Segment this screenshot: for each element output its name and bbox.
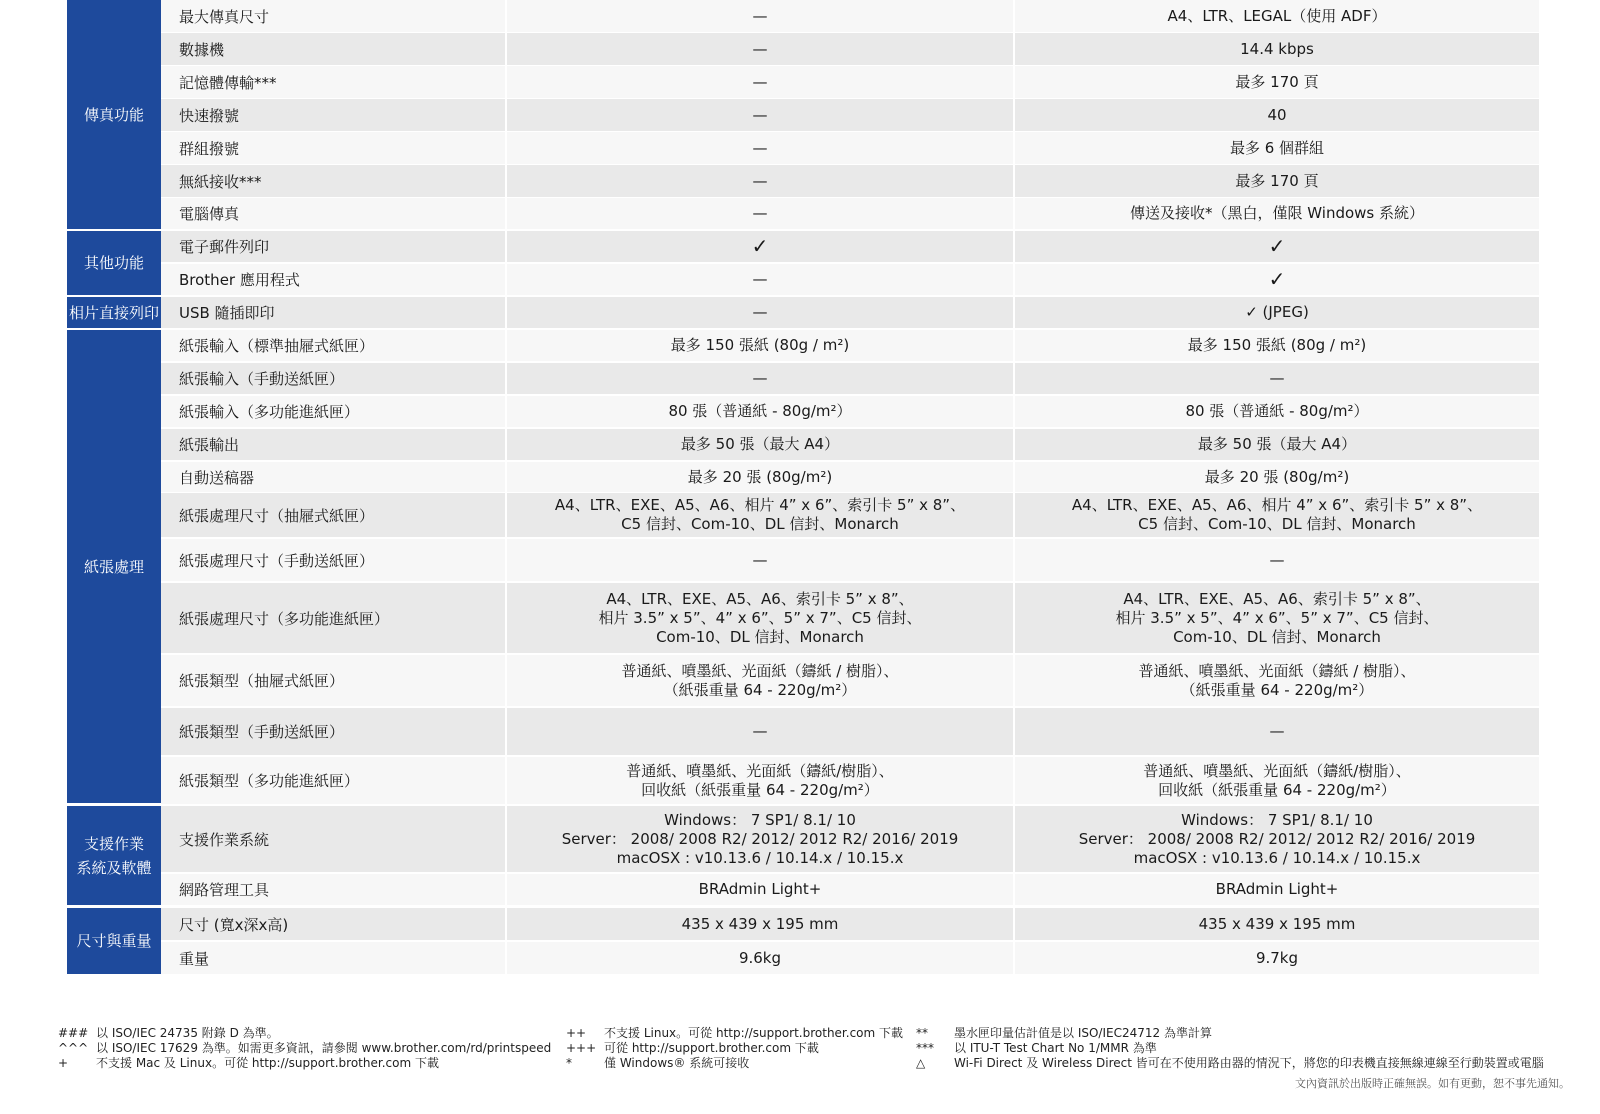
- spec-value-model-1: —: [507, 539, 1013, 581]
- spec-value-model-1: —: [507, 363, 1013, 394]
- category-other: 其他功能: [67, 231, 161, 295]
- spec-value-model-2: A4、LTR、EXE、A5、A6、相片 4” x 6”、索引卡 5” x 8”、 C5 信封、Com-10、DL 信封、Monarch: [1015, 493, 1539, 537]
- spec-value-model-2: —: [1015, 363, 1539, 394]
- spec-row: [161, 66, 1539, 98]
- footnote-text: 以 ISO/IEC 24735 附錄 D 為準。: [96, 1026, 279, 1040]
- spec-value-model-1: 普通紙、噴墨紙、光面紙（鑄紙 / 樹脂）、 （紙張重量 64 - 220g/m²）: [507, 655, 1013, 706]
- category-os: 支援作業 系統及軟體: [67, 806, 161, 905]
- footnote-text: 可從 http://support.brother.com 下載: [604, 1041, 819, 1055]
- spec-label: 電腦傳真: [161, 198, 505, 229]
- footnote-text: 以 ISO/IEC 17629 為準。如需更多資訊，請參閱 www.brother.com/rd/printspeed: [96, 1041, 552, 1055]
- spec-label: 紙張處理尺寸（手動送紙匣）: [161, 539, 505, 581]
- spec-label: 重量: [161, 942, 505, 974]
- spec-value-model-1: 9.6kg: [507, 942, 1013, 974]
- footnote: [566, 1041, 903, 1056]
- spec-row: [161, 330, 1539, 361]
- spec-value-model-2: Windows： 7 SP1/ 8.1/ 10 Server： 2008/ 2008 R2/ 2012/ 2012 R2/ 2016/ 2019 macOSX : v10.13.6 / 10.14.x / 10.15.x: [1015, 806, 1539, 872]
- spec-value-model-1: 最多 20 張 (80g/m²): [507, 462, 1013, 492]
- spec-label: 無紙接收***: [161, 165, 505, 197]
- footnotes-col1: [58, 1026, 551, 1071]
- footnote-symbol: ++: [566, 1026, 587, 1040]
- spec-value-model-1: —: [507, 99, 1013, 131]
- footnotes-col2: [566, 1026, 903, 1071]
- spec-label: 記憶體傳輸***: [161, 66, 505, 98]
- spec-value-model-2: ✓: [1015, 231, 1539, 262]
- spec-label: 紙張類型（多功能進紙匣）: [161, 757, 505, 804]
- spec-row: [161, 363, 1539, 394]
- spec-value-model-2: BRAdmin Light+: [1015, 874, 1539, 905]
- spec-value-model-1: 普通紙、噴墨紙、光面紙（鑄紙/樹脂）、 回收紙（紙張重量 64 - 220g/m²）: [507, 757, 1013, 804]
- spec-value-model-2: ✓ (JPEG): [1015, 297, 1539, 328]
- spec-label: Brother 應用程式: [161, 264, 505, 295]
- spec-label: 支援作業系統: [161, 806, 505, 872]
- spec-value-model-2: 最多 170 頁: [1015, 165, 1539, 197]
- spec-row: [161, 0, 1539, 32]
- footnote: [58, 1026, 551, 1041]
- spec-row: [161, 539, 1539, 581]
- spec-value-model-2: 最多 150 張紙 (80g / m²): [1015, 330, 1539, 361]
- category-fax: 傳真功能: [67, 0, 161, 229]
- spec-value-model-1: 最多 150 張紙 (80g / m²): [507, 330, 1013, 361]
- footnote-text: 墨水匣印量估計值是以 ISO/IEC24712 為準計算: [954, 1026, 1212, 1040]
- spec-label: 數據機: [161, 33, 505, 65]
- spec-value-model-1: —: [507, 66, 1013, 98]
- spec-value-model-2: 傳送及接收*（黑白，僅限 Windows 系統）: [1015, 198, 1539, 229]
- spec-label: 自動送稿器: [161, 462, 505, 492]
- spec-value-model-1: —: [507, 198, 1013, 229]
- spec-row: [161, 132, 1539, 164]
- spec-label: 紙張輸入（手動送紙匣）: [161, 363, 505, 394]
- spec-row: [161, 99, 1539, 131]
- spec-row: [161, 462, 1539, 492]
- spec-value-model-2: A4、LTR、LEGAL（使用 ADF）: [1015, 0, 1539, 32]
- footnote-symbol: +: [58, 1056, 69, 1070]
- footnote: [58, 1041, 551, 1056]
- footnote-symbol: ###: [58, 1026, 89, 1040]
- spec-value-model-2: 9.7kg: [1015, 942, 1539, 974]
- spec-label: 群組撥號: [161, 132, 505, 164]
- spec-value-model-1: —: [507, 33, 1013, 65]
- footnote-symbol: **: [916, 1026, 928, 1040]
- spec-value-model-1: A4、LTR、EXE、A5、A6、相片 4” x 6”、索引卡 5” x 8”、 C5 信封、Com-10、DL 信封、Monarch: [507, 493, 1013, 537]
- spec-row: [161, 942, 1539, 974]
- footnote: [566, 1056, 903, 1071]
- spec-label: 紙張輸出: [161, 429, 505, 460]
- spec-value-model-2: A4、LTR、EXE、A5、A6、索引卡 5” x 8”、 相片 3.5” x 5”、4” x 6”、5” x 7”、C5 信封、 Com-10、DL 信封、Monarch: [1015, 583, 1539, 653]
- spec-label: USB 隨插即印: [161, 297, 505, 328]
- spec-row: [161, 583, 1539, 653]
- spec-row: [161, 806, 1539, 872]
- spec-value-model-1: —: [507, 297, 1013, 328]
- footnote-text: 以 ITU-T Test Chart No 1/MMR 為準: [954, 1041, 1157, 1055]
- spec-label: 紙張輸入（多功能進紙匣）: [161, 396, 505, 427]
- footnote-text: 僅 Windows® 系統可接收: [604, 1056, 750, 1070]
- spec-value-model-1: 80 張（普通紙 - 80g/m²）: [507, 396, 1013, 427]
- spec-label: 尺寸 (寬x深x高): [161, 908, 505, 940]
- category-size: 尺寸與重量: [67, 908, 161, 974]
- disclaimer: 文內資訊於出版時正確無誤。如有更動，恕不事先通知。: [1295, 1077, 1570, 1090]
- footnotes: [58, 1026, 1578, 1114]
- spec-value-model-2: 最多 50 張（最大 A4）: [1015, 429, 1539, 460]
- spec-value-model-2: 40: [1015, 99, 1539, 131]
- category-photo: 相片直接列印: [67, 297, 161, 328]
- spec-value-model-2: 普通紙、噴墨紙、光面紙（鑄紙/樹脂）、 回收紙（紙張重量 64 - 220g/m²）: [1015, 757, 1539, 804]
- spec-row: [161, 231, 1539, 262]
- spec-row: [161, 429, 1539, 460]
- footnote-symbol: +++: [566, 1041, 597, 1055]
- spec-row: [161, 708, 1539, 755]
- spec-label: 紙張類型（手動送紙匣）: [161, 708, 505, 755]
- footnote: [58, 1056, 551, 1071]
- spec-value-model-1: Windows： 7 SP1/ 8.1/ 10 Server： 2008/ 2008 R2/ 2012/ 2012 R2/ 2016/ 2019 macOSX : v10.13.6 / 10.14.x / 10.15.x: [507, 806, 1013, 872]
- category-paper: 紙張處理: [67, 330, 161, 803]
- footnote-text: 不支援 Mac 及 Linux。可從 http://support.brother.com 下載: [96, 1056, 439, 1070]
- spec-row: [161, 264, 1539, 295]
- spec-row: [161, 874, 1539, 905]
- footnote: [916, 1056, 1544, 1071]
- spec-value-model-2: 最多 20 張 (80g/m²): [1015, 462, 1539, 492]
- spec-value-model-1: —: [507, 708, 1013, 755]
- spec-value-model-1: A4、LTR、EXE、A5、A6、索引卡 5” x 8”、 相片 3.5” x 5”、4” x 6”、5” x 7”、C5 信封、 Com-10、DL 信封、Monarch: [507, 583, 1013, 653]
- spec-label: 最大傳真尺寸: [161, 0, 505, 32]
- spec-value-model-1: 435 x 439 x 195 mm: [507, 908, 1013, 940]
- spec-value-model-1: —: [507, 0, 1013, 32]
- spec-value-model-2: 最多 6 個群組: [1015, 132, 1539, 164]
- spec-value-model-1: ✓: [507, 231, 1013, 262]
- spec-row: [161, 493, 1539, 537]
- spec-label: 紙張處理尺寸（多功能進紙匣）: [161, 583, 505, 653]
- footnotes-col3: [916, 1026, 1544, 1071]
- spec-label: 網路管理工具: [161, 874, 505, 905]
- footnote-symbol: *: [566, 1056, 572, 1070]
- spec-row: [161, 908, 1539, 940]
- spec-label: 紙張類型（抽屜式紙匣）: [161, 655, 505, 706]
- spec-value-model-2: 435 x 439 x 195 mm: [1015, 908, 1539, 940]
- spec-row: [161, 33, 1539, 65]
- spec-value-model-2: —: [1015, 539, 1539, 581]
- footnote: [916, 1026, 1544, 1041]
- footnote-symbol: △: [916, 1056, 926, 1070]
- spec-value-model-2: 80 張（普通紙 - 80g/m²）: [1015, 396, 1539, 427]
- footnote-text: 不支援 Linux。可從 http://support.brother.com 下載: [604, 1026, 904, 1040]
- spec-value-model-1: 最多 50 張（最大 A4）: [507, 429, 1013, 460]
- spec-row: [161, 757, 1539, 804]
- footnote-symbol: ***: [916, 1041, 934, 1055]
- spec-label: 紙張處理尺寸（抽屜式紙匣）: [161, 493, 505, 537]
- spec-value-model-2: 最多 170 頁: [1015, 66, 1539, 98]
- spec-value-model-2: —: [1015, 708, 1539, 755]
- footnote: [916, 1041, 1544, 1056]
- footnote-text: Wi-Fi Direct 及 Wireless Direct 皆可在不使用路由器的情況下，將您的印表機直接無線連線至行動裝置或電腦: [954, 1056, 1544, 1070]
- footnote-symbol: ^^^: [58, 1041, 89, 1055]
- spec-label: 紙張輸入（標準抽屜式紙匣）: [161, 330, 505, 361]
- spec-table: [67, 0, 1539, 995]
- spec-value-model-1: —: [507, 165, 1013, 197]
- spec-row: [161, 198, 1539, 229]
- spec-label: 快速撥號: [161, 99, 505, 131]
- spec-row: [161, 396, 1539, 427]
- spec-label: 電子郵件列印: [161, 231, 505, 262]
- spec-value-model-2: ✓: [1015, 264, 1539, 295]
- spec-value-model-2: 14.4 kbps: [1015, 33, 1539, 65]
- spec-value-model-1: —: [507, 264, 1013, 295]
- spec-row: [161, 165, 1539, 197]
- spec-value-model-1: —: [507, 132, 1013, 164]
- footnote: [566, 1026, 903, 1041]
- spec-value-model-2: 普通紙、噴墨紙、光面紙（鑄紙 / 樹脂）、 （紙張重量 64 - 220g/m²）: [1015, 655, 1539, 706]
- spec-value-model-1: BRAdmin Light+: [507, 874, 1013, 905]
- spec-row: [161, 655, 1539, 706]
- spec-row: [161, 297, 1539, 328]
